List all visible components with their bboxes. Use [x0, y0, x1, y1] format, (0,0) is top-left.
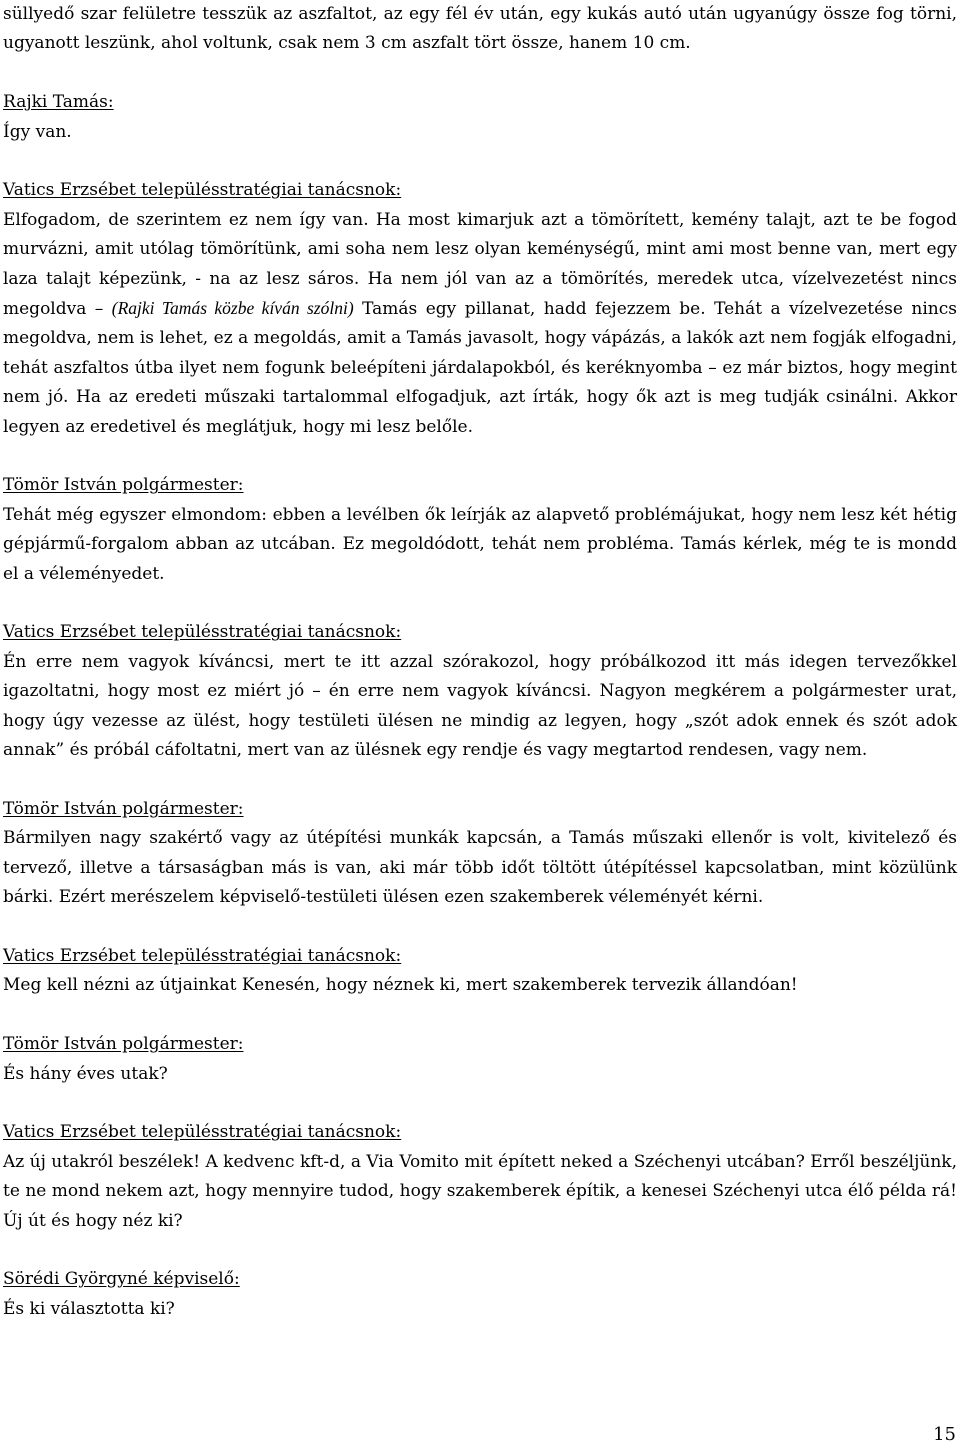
speech-text: És ki választotta ki?	[3, 1298, 175, 1319]
speech-text: Így van.	[3, 121, 72, 142]
page-number: 15	[933, 1424, 956, 1445]
speech-text: Az új utakról beszélek! A kedvenc kft-d, a Via Vomito mit épített neked a Széchenyi utcában? Erről beszéljünk, te ne mond nekem azt, hogy mennyire tudod, hogy szakemberek építik, a kenesei Széchenyi utca élő példa rá! Új út és hogy néz ki?	[3, 1151, 957, 1231]
speaker-label: Vatics Erzsébet településstratégiai tanácsnok:	[3, 1122, 402, 1143]
document-page	[3, 0, 957, 1324]
speaker-label: Tömör István polgármester:	[3, 798, 244, 819]
speech-text: Bármilyen nagy szakértő vagy az útépítési munkák kapcsán, a Tamás műszaki ellenőr is volt, kivitelező és tervező, illetve a társaságban más is van, aki már több időt töltött útépítéssel kapcsolatban, mint közülünk bárki. Ezért merészelem képviselő-testületi ülésen ezen szakemberek véleményét kérni.	[3, 828, 957, 908]
speech-text-part: Elfogadom, de szerintem ez nem így van. Ha most kimarjuk azt a tömörített, kemény talajt, azt te be fogod murvázni, amit utólag tömörítünk, ami soha nem lesz olyan keménységű, mint ami most benne van, mert egy laza talajt képezünk, - na az lesz sáros. Ha nem jól van az a tömörítés, meredek utca, vízelvezetést nincs megoldva –	[3, 209, 957, 320]
speech-text: És hány éves utak?	[3, 1063, 168, 1084]
speaker-label: Sörédi Györgyné képviselő:	[3, 1269, 240, 1290]
speech-text: Meg kell nézni az útjainkat Kenesén, hogy néznek ki, mert szakemberek tervezik állandóan!	[3, 975, 798, 996]
speaker-label: Tömör István polgármester:	[3, 1034, 244, 1055]
speaker-label: Rajki Tamás:	[3, 92, 114, 113]
speaker-label: Vatics Erzsébet településstratégiai tanácsnok:	[3, 945, 402, 966]
speech-text-part: Tamás egy pillanat, hadd fejezzem be. Tehát a vízelvezetése nincs megoldva, nem is lehet, ez a megoldás, amit a Tamás javasolt, hogy vápázás, a lakók azt nem fogják elfogadni, tehát aszfaltos útba ilyet nem fogunk beleépíteni járdalapokból, és keréknyomba – ez már biztos, hogy megint nem jó. Ha az eredeti műszaki tartalommal elfogadjuk, azt írták, hogy ők azt is meg tudják csinálni. Akkor legyen az eredetivel és meglátjuk, hogy mi lesz belőle.	[3, 299, 957, 437]
speech-text	[3, 206, 957, 442]
speaker-label: Tömör István polgármester:	[3, 475, 244, 496]
paragraph-continuation: süllyedő szar felületre tesszük az aszfaltot, az egy fél év után, egy kukás autó után ugyanúgy össze fog törni, ugyanott leszünk, ahol voltunk, csak nem 3 cm aszfalt tört össze, hanem 10 cm.	[3, 4, 957, 54]
interjection-note: (Rajki Tamás közbe kíván szólni)	[111, 298, 354, 319]
speech-text: Tehát még egyszer elmondom: ebben a levélben ők leírják az alapvető problémájukat, hogy nem lesz két hétig gépjármű-forgalom abban az utcában. Ez megoldódott, tehát nem probléma. Tamás kérlek, még te is mondd el a véleményedet.	[3, 504, 957, 584]
speaker-label: Vatics Erzsébet településstratégiai tanácsnok:	[3, 622, 402, 643]
speaker-label: Vatics Erzsébet településstratégiai tanácsnok:	[3, 180, 402, 201]
speech-text: Én erre nem vagyok kíváncsi, mert te itt azzal szórakozol, hogy próbálkozod itt más idegen tervezőkkel igazoltatni, hogy most ez miért jó – én erre nem vagyok kíváncsi. Nagyon megkérem a polgármester urat, hogy úgy vezesse az ülést, hogy testületi ülésen ne mindig az legyen, hogy „szót adok ennek és szót adok annak” és próbál cáfoltatni, mert van az ülésnek egy rendje és vagy megtartod rendesen, vagy nem.	[3, 651, 957, 761]
